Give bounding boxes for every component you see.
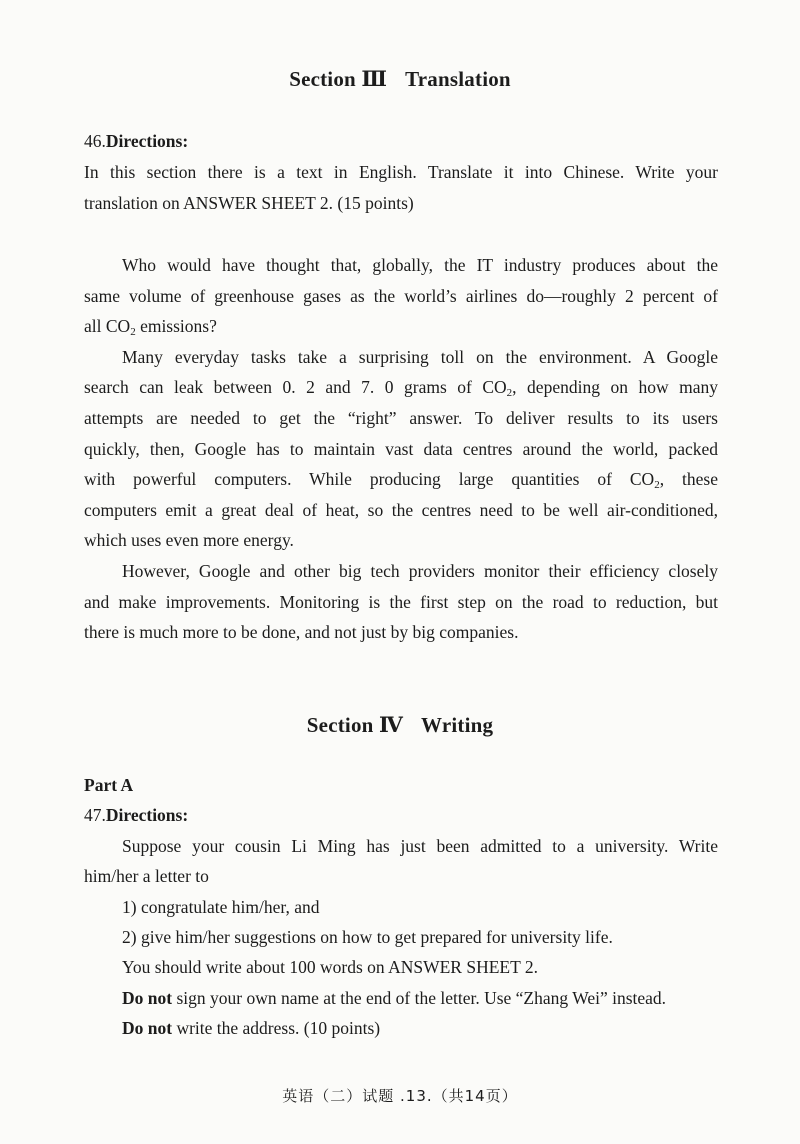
q46-header [84, 131, 718, 152]
q47-item-1: 1) congratulate him/her, and [122, 897, 320, 917]
section-4-name: Writing [421, 713, 494, 737]
p1-line-3-text: all CO [84, 316, 131, 336]
q47-instruction-1 [122, 988, 756, 1009]
q47-word-count: You should write about 100 words on ANSWER SHEET 2. [122, 957, 538, 977]
p2-line-3: attempts are needed to get the “right” answer. To deliver results to its users [84, 408, 718, 428]
co2-subscript: 2 [506, 387, 513, 399]
p2-line-2-text: search can leak between 0. 2 and 7. 0 grams of CO [84, 377, 507, 397]
p1-line-1: Who would have thought that, globally, the IT industry produces about the [122, 255, 718, 275]
p1-line-3 [84, 316, 718, 337]
p2-line-5-text: with powerful computers. While producing large quantities of CO [84, 469, 655, 489]
p2-line-7: which uses even more energy. [84, 530, 294, 550]
do-not-label: Do not [122, 988, 173, 1008]
section-3-name: Translation [405, 67, 511, 91]
q47-directions-label: Directions: [105, 805, 189, 825]
section-3-title [0, 66, 800, 92]
q47-header [84, 805, 718, 826]
section-3-label: Section Ⅲ [289, 67, 388, 91]
p2-line-5-end: , these [659, 469, 718, 489]
q47-instruction-2 [122, 1018, 756, 1039]
q47-line-1: Suppose your cousin Li Ming has just been admitted to a university. Write [122, 836, 718, 856]
p2-line-4: quickly, then, Google has to maintain vast data centres around the world, packed [84, 439, 718, 459]
p2-line-2 [84, 377, 718, 398]
co2-subscript: 2 [130, 326, 136, 338]
p2-line-5 [84, 469, 718, 490]
co2-subscript: 2 [654, 479, 660, 491]
p1-line-3-end: emissions? [135, 316, 217, 336]
p2-line-1: Many everyday tasks take a surprising toll on the environment. A Google [122, 347, 718, 367]
p2-line-2-end: , depending on how many [512, 377, 718, 397]
part-a-heading: Part A [84, 775, 134, 795]
q47-line-2: him/her a letter to [84, 866, 209, 886]
p3-line-1: However, Google and other big tech providers monitor their efficiency closely [122, 561, 718, 581]
q46-number: 46. [84, 131, 106, 151]
do-not-label: Do not [122, 1018, 173, 1038]
p2-line-6: computers emit a great deal of heat, so the centres need to be well air-conditioned, [84, 500, 718, 520]
p3-line-3: there is much more to be done, and not just by big companies. [84, 622, 519, 642]
section-4-title [0, 712, 800, 738]
q47-instruction-1-text: sign your own name at the end of the letter. Use “Zhang Wei” instead. [172, 988, 667, 1008]
q47-instruction-2-text: write the address. (10 points) [172, 1018, 381, 1038]
page-footer: 英语（二）试题 .13.（共14页） [282, 1087, 518, 1105]
q46-directions-line-1: In this section there is a text in English. Translate it into Chinese. Write your [84, 162, 718, 182]
q46-directions-line-2: translation on ANSWER SHEET 2. (15 points) [84, 193, 414, 213]
p1-line-2: same volume of greenhouse gases as the world’s airlines do—roughly 2 percent of [84, 286, 718, 306]
q46-directions-label: Directions: [105, 131, 189, 151]
section-4-label: Section Ⅳ [306, 713, 404, 737]
q47-number: 47. [84, 805, 106, 825]
p3-line-2: and make improvements. Monitoring is the first step on the road to reduction, but [84, 592, 718, 612]
q47-item-2: 2) give him/her suggestions on how to get prepared for university life. [122, 927, 613, 947]
